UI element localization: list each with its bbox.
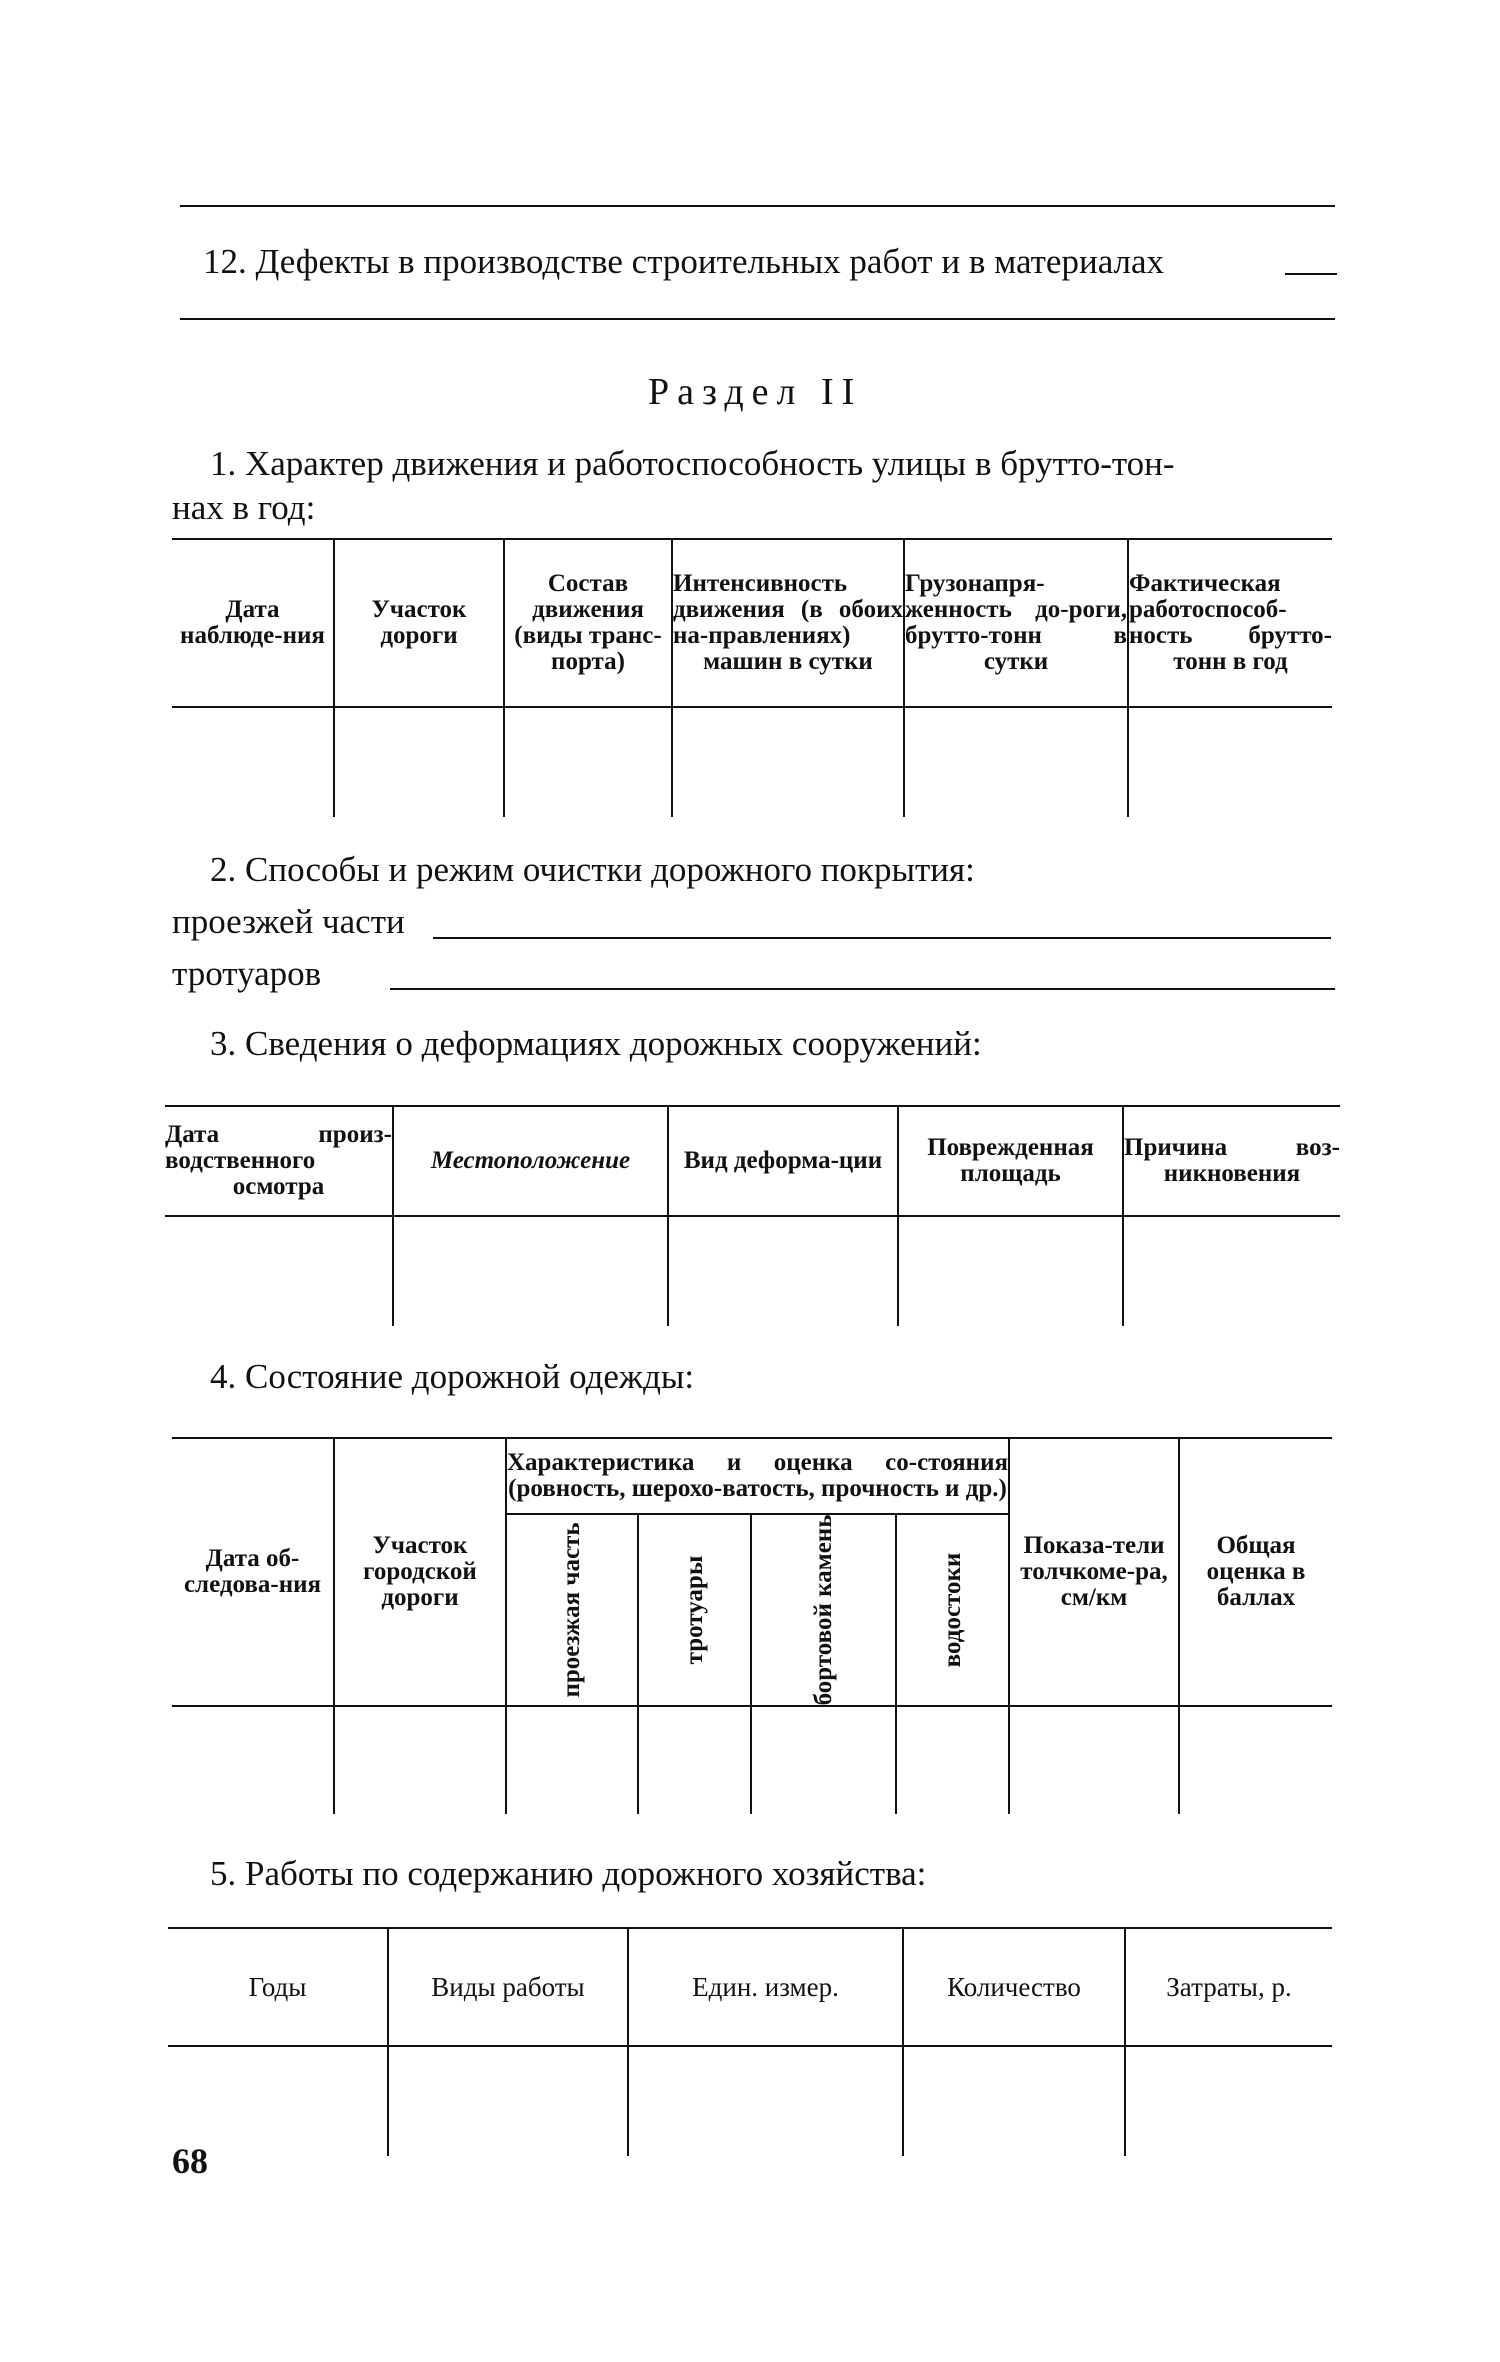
item-3-title: 3. Сведения о деформациях дорожных сооружений:: [210, 1024, 982, 1063]
col-quantity: Количество: [903, 1928, 1125, 2046]
subcol-drains: водостоки: [896, 1514, 1009, 1706]
col-costs: Затраты, р.: [1125, 1928, 1332, 2046]
deformation-table: [165, 1105, 1340, 1326]
item-2-title: 2. Способы и режим очистки дорожного покрытия:: [210, 850, 975, 889]
item-1-line-2: нах в год:: [172, 488, 316, 527]
col-condition-group: Характеристика и оценка со-стояния (ровность, шерохо-ватость, прочность и др.): [506, 1438, 1009, 1514]
table-row: [172, 1706, 1332, 1814]
col-roughness-meter: Показа-тели толчкоме-ра, см/км: [1009, 1438, 1179, 1706]
section-title: Раздел II: [648, 371, 863, 413]
col-years: Годы: [248, 1972, 307, 2002]
col-inspection-date: Дата произ-водственного осмотра: [165, 1121, 392, 1200]
item-1-line-1: 1. Характер движения и работоспособность улицы в брутто-тон-: [210, 444, 1175, 483]
item-12-fill-line: [1285, 273, 1337, 275]
roadway-label: проезжей части: [172, 902, 405, 941]
sidewalks-fill-line: [390, 988, 1335, 990]
traffic-table: [172, 538, 1332, 817]
subcol-roadway: проезжая часть: [506, 1514, 638, 1706]
table-row: [168, 2046, 1332, 2156]
col-work-type: Виды работы: [388, 1928, 628, 2046]
col-city-road-section: Участок городской дороги: [334, 1438, 506, 1706]
col-traffic-intensity: Интенсивность движения (в обоих на-правлениях) машин в сутки: [672, 539, 904, 707]
col-observation-date: Дата наблюде-ния: [180, 596, 325, 649]
col-damaged-area: Поврежденная площадь: [898, 1106, 1123, 1216]
item-12-text: 12. Дефекты в производстве строительных работ и в материалах: [203, 242, 1165, 281]
col-overall-score: Общая оценка в баллах: [1179, 1438, 1332, 1706]
col-location: Местоположение: [393, 1106, 668, 1216]
subcol-curb-stone: бортовой камень: [751, 1514, 896, 1706]
top-rule: [180, 205, 1335, 207]
subcol-sidewalks: тротуары: [638, 1514, 751, 1706]
col-cargo-load: Грузонапря-женность до-роги, брутто-тонн в сутки: [904, 539, 1128, 707]
pavement-table: [172, 1437, 1332, 1814]
maintenance-table: [168, 1927, 1332, 2156]
item-4-title: 4. Состояние дорожной одежды:: [210, 1357, 695, 1396]
col-survey-date: Дата об-следова-ния: [172, 1438, 334, 1706]
roadway-fill-line: [433, 937, 1331, 939]
col-actual-capacity: Фактическая работоспособ-ность брутто-тонн в год: [1128, 539, 1332, 707]
col-unit: Един. измер.: [628, 1928, 903, 2046]
sidewalks-label: тротуаров: [172, 954, 322, 993]
col-cause: Причина воз-никновения: [1123, 1106, 1340, 1216]
table-row: [165, 1216, 1340, 1326]
col-traffic-composition: Состав движения (виды транс-порта): [504, 539, 672, 707]
item-12-underline: [180, 318, 1335, 320]
col-deformation-type: Вид деформа-ции: [668, 1106, 898, 1216]
page-number: 68: [172, 2141, 208, 2181]
col-road-section: Участок дороги: [334, 539, 504, 707]
table-row: [172, 707, 1332, 817]
item-5-title: 5. Работы по содержанию дорожного хозяйства:: [210, 1854, 927, 1893]
